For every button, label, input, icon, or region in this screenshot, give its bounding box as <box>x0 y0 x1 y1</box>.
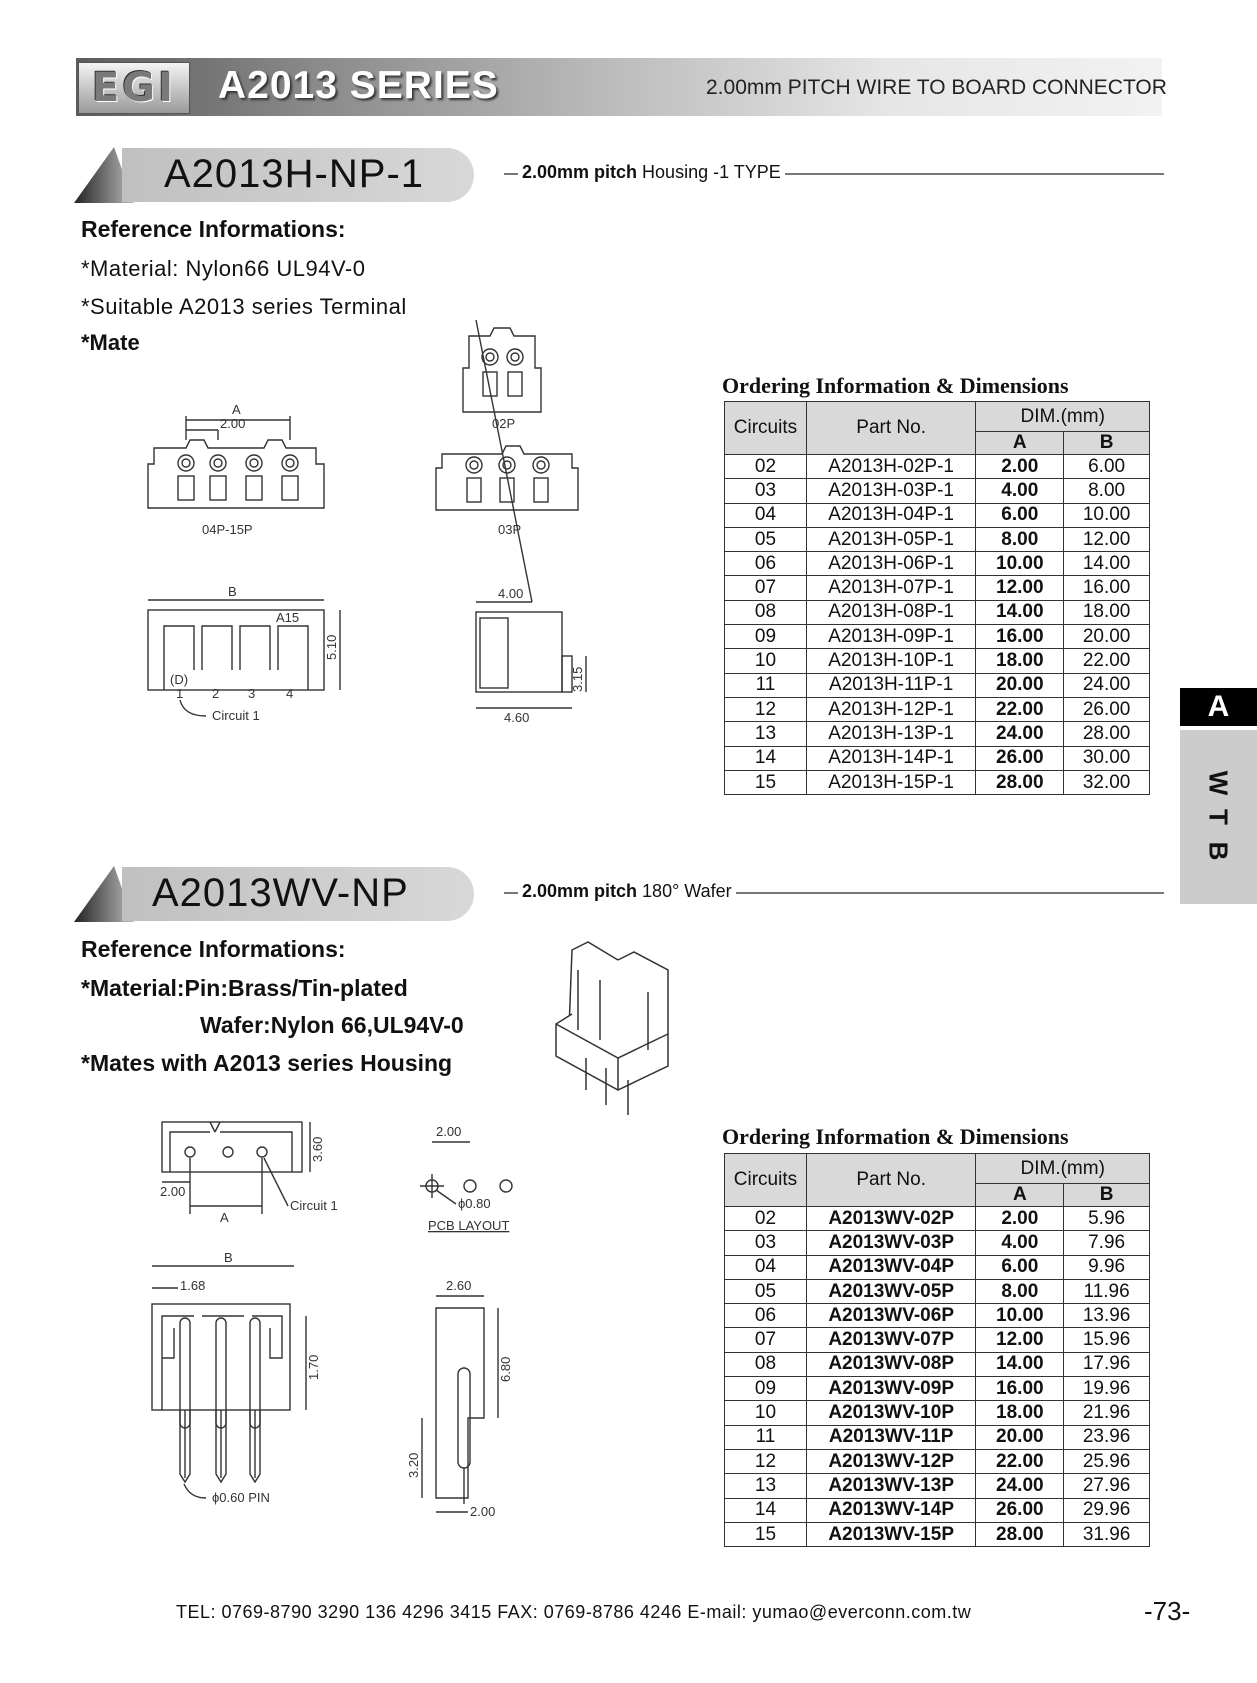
section2-ref-line: *Mates with A2013 series Housing <box>81 1050 453 1076</box>
col-dim: DIM.(mm) <box>976 1154 1150 1184</box>
wafer-front-view <box>152 1250 321 1505</box>
part-number-cell: A2013WV-07P <box>806 1328 976 1352</box>
dim-b-cell: 18.00 <box>1064 600 1150 624</box>
dim-b-cell: 24.00 <box>1064 673 1150 697</box>
label-260: 2.60 <box>446 1278 472 1293</box>
dim-b-cell: 11.96 <box>1064 1279 1150 1303</box>
section2-ref-line: Wafer:Nylon 66,UL94V-0 <box>200 1012 464 1038</box>
dim-b-cell: 5.96 <box>1064 1207 1150 1231</box>
col-circuits: Circuits <box>725 402 807 455</box>
dim-a-cell: 8.00 <box>976 527 1064 551</box>
circuits-cell: 11 <box>725 1425 807 1449</box>
circuits-cell: 09 <box>725 1377 807 1401</box>
dim-b-cell: 31.96 <box>1064 1522 1150 1546</box>
dim-b-cell: 10.00 <box>1064 503 1150 527</box>
part-number-cell: A2013WV-03P <box>806 1231 976 1255</box>
dim-b-cell: 26.00 <box>1064 697 1150 721</box>
part-number-cell: A2013WV-06P <box>806 1304 976 1328</box>
pin-number: 3 <box>248 686 256 701</box>
pin-number: 4 <box>286 686 294 701</box>
part-number-cell: A2013WV-13P <box>806 1474 976 1498</box>
section1-rule-label: 2.00mm pitch Housing -1 TYPE <box>518 162 785 183</box>
part-number-cell: A2013WV-08P <box>806 1352 976 1376</box>
table-row <box>725 722 1150 746</box>
table-row <box>725 673 1150 697</box>
col-dim: DIM.(mm) <box>976 402 1150 432</box>
table-row <box>725 1231 1150 1255</box>
label-03p: 03P <box>498 522 522 537</box>
circuits-cell: 10 <box>725 649 807 673</box>
company-logo: EGI <box>78 62 190 114</box>
circuits-cell: 12 <box>725 697 807 721</box>
series-title: A2013 SERIES <box>218 64 499 107</box>
table-row <box>725 503 1150 527</box>
table-row <box>725 697 1150 721</box>
dim-a-cell: 2.00 <box>976 455 1064 479</box>
wafer-drawing-set <box>140 1118 590 1538</box>
dim-b-cell: 22.00 <box>1064 649 1150 673</box>
dim-a-cell: 6.00 <box>976 503 1064 527</box>
dim-a-cell: 16.00 <box>976 1377 1064 1401</box>
part-number-cell: A2013WV-10P <box>806 1401 976 1425</box>
part-number-cell: A2013H-14P-1 <box>806 746 976 770</box>
side-tab-text: W T B <box>1203 770 1234 861</box>
page-number: -73- <box>1144 1596 1191 1626</box>
table-row <box>725 1474 1150 1498</box>
section1-mates: *Mates with A2013 series Wafer <box>81 330 406 355</box>
wafer-3d-illustration <box>548 940 688 1120</box>
label-360: 3.60 <box>310 1136 325 1162</box>
dim-b-cell: 30.00 <box>1064 746 1150 770</box>
part-number-cell: A2013H-11P-1 <box>806 673 976 697</box>
wafer-side-view <box>406 1278 513 1519</box>
dim-a-cell: 26.00 <box>976 746 1064 770</box>
dim-b-cell: 12.00 <box>1064 527 1150 551</box>
circuits-cell: 02 <box>725 1207 807 1231</box>
circuits-cell: 13 <box>725 722 807 746</box>
part-number-cell: A2013H-05P-1 <box>806 527 976 551</box>
part-number-cell: A2013WV-15P <box>806 1522 976 1546</box>
housing-drawing-set <box>140 320 640 780</box>
label-460: 4.60 <box>504 710 530 725</box>
pin-number: 1 <box>176 686 184 701</box>
pin-cavity <box>210 455 226 500</box>
dim-a-cell: 12.00 <box>976 576 1064 600</box>
dim-a-cell: 24.00 <box>976 1474 1064 1498</box>
table-row <box>725 479 1150 503</box>
label-a: A <box>220 1210 229 1225</box>
circuits-cell: 09 <box>725 625 807 649</box>
section1-order-table <box>724 401 1150 795</box>
circuits-cell: 11 <box>725 673 807 697</box>
dim-a-cell: 10.00 <box>976 1304 1064 1328</box>
table-row <box>725 1328 1150 1352</box>
label-680: 6.80 <box>498 1356 513 1382</box>
section1-title: A2013H-NP-1 <box>164 152 425 196</box>
dim-a-cell: 20.00 <box>976 1425 1064 1449</box>
col-part: Part No. <box>806 402 976 455</box>
table-row <box>725 1522 1150 1546</box>
label-315: 3.15 <box>570 666 585 692</box>
dim-a-cell: 12.00 <box>976 1328 1064 1352</box>
section2-ref-heading: Reference Informations: <box>81 936 346 962</box>
col-part: Part No. <box>806 1154 976 1207</box>
circuits-cell: 03 <box>725 1231 807 1255</box>
dim-b-cell: 9.96 <box>1064 1255 1150 1279</box>
col-b: B <box>1064 432 1150 455</box>
col-circuits: Circuits <box>725 1154 807 1207</box>
part-number-cell: A2013H-13P-1 <box>806 722 976 746</box>
dim-b-cell: 17.96 <box>1064 1352 1150 1376</box>
circuits-cell: 02 <box>725 455 807 479</box>
part-number-cell: A2013H-08P-1 <box>806 600 976 624</box>
housing-0415p <box>148 402 324 537</box>
part-number-cell: A2013WV-05P <box>806 1279 976 1303</box>
label-b: B <box>228 584 237 599</box>
part-number-cell: A2013WV-14P <box>806 1498 976 1522</box>
circuits-cell: 08 <box>725 600 807 624</box>
part-number-cell: A2013H-04P-1 <box>806 503 976 527</box>
table-row <box>725 1401 1150 1425</box>
label-0415p: 04P-15P <box>202 522 253 537</box>
circuits-cell: 05 <box>725 527 807 551</box>
footer-contact: TEL: 0769-8790 3290 136 4296 3415 FAX: 0769-8786 4246 E-mail: yumao@everconn.com.tw <box>176 1602 972 1622</box>
wafer-top-view <box>160 1122 338 1225</box>
housing-side-view <box>476 320 586 725</box>
dim-b-cell: 21.96 <box>1064 1401 1150 1425</box>
table-row <box>725 1279 1150 1303</box>
dim-a-cell: 8.00 <box>976 1279 1064 1303</box>
label-pcb: PCB LAYOUT <box>428 1218 510 1233</box>
table-row <box>725 1255 1150 1279</box>
dim-b-cell: 32.00 <box>1064 770 1150 794</box>
part-number-cell: A2013WV-11P <box>806 1425 976 1449</box>
circuits-cell: 14 <box>725 746 807 770</box>
pin-cavity <box>282 455 298 500</box>
circuits-cell: 04 <box>725 1255 807 1279</box>
part-number-cell: A2013H-06P-1 <box>806 552 976 576</box>
section2-title: A2013WV-NP <box>152 871 409 915</box>
label-pin: ϕ0.60 PIN <box>212 1490 270 1505</box>
circuits-cell: 06 <box>725 552 807 576</box>
part-number-cell: A2013H-09P-1 <box>806 625 976 649</box>
col-a: A <box>976 432 1064 455</box>
dim-a-cell: 22.00 <box>976 697 1064 721</box>
table-row <box>725 746 1150 770</box>
dim-b-cell: 13.96 <box>1064 1304 1150 1328</box>
housing-02p <box>463 328 541 431</box>
part-number-cell: A2013H-12P-1 <box>806 697 976 721</box>
label-pitch: 2.00 <box>436 1124 462 1139</box>
dim-b-cell: 23.96 <box>1064 1425 1150 1449</box>
circuits-cell: 15 <box>725 1522 807 1546</box>
table-row <box>725 576 1150 600</box>
dim-b-cell: 25.96 <box>1064 1449 1150 1473</box>
dim-b-cell: 16.00 <box>1064 576 1150 600</box>
housing-front-view <box>148 584 340 723</box>
dim-b-cell: 6.00 <box>1064 455 1150 479</box>
label-02p: 02P <box>492 416 516 431</box>
label-circuit: Circuit 1 <box>212 708 260 723</box>
dim-a-cell: 2.00 <box>976 1207 1064 1231</box>
table-row <box>725 527 1150 551</box>
header-subtitle: 2.00mm PITCH WIRE TO BOARD CONNECTOR <box>706 76 1167 99</box>
table-row <box>725 1377 1150 1401</box>
circuits-cell: 12 <box>725 1449 807 1473</box>
part-number-cell: A2013WV-12P <box>806 1449 976 1473</box>
circuits-cell: 05 <box>725 1279 807 1303</box>
part-number-cell: A2013H-02P-1 <box>806 455 976 479</box>
dim-a-cell: 22.00 <box>976 1449 1064 1473</box>
circuits-cell: 06 <box>725 1304 807 1328</box>
section1-ref-line: *Suitable A2013 series Terminal <box>81 294 407 319</box>
dim-b-cell: 20.00 <box>1064 625 1150 649</box>
pcb-layout <box>420 1124 512 1233</box>
dim-b-cell: 29.96 <box>1064 1498 1150 1522</box>
section1-ref-line: *Material: Nylon66 UL94V-0 <box>81 256 366 281</box>
dim-a-cell: 4.00 <box>976 479 1064 503</box>
table-row <box>725 1304 1150 1328</box>
section1-banner <box>74 147 474 203</box>
table-row <box>725 1352 1150 1376</box>
dim-a-cell: 26.00 <box>976 1498 1064 1522</box>
dim-a-cell: 4.00 <box>976 1231 1064 1255</box>
table-row <box>725 455 1150 479</box>
circuits-cell: 14 <box>725 1498 807 1522</box>
part-number-cell: A2013H-03P-1 <box>806 479 976 503</box>
pin-cavity <box>178 455 194 500</box>
col-b: B <box>1064 1184 1150 1207</box>
dim-b-cell: 8.00 <box>1064 479 1150 503</box>
dim-a-cell: 28.00 <box>976 1522 1064 1546</box>
side-tab-letter: A <box>1180 688 1257 726</box>
dim-a-cell: 18.00 <box>976 1401 1064 1425</box>
dim-a-cell: 20.00 <box>976 673 1064 697</box>
label-pitch: 2.00 <box>220 416 246 431</box>
part-number-cell: A2013WV-02P <box>806 1207 976 1231</box>
label-200b: 2.00 <box>470 1504 496 1519</box>
dim-b-cell: 28.00 <box>1064 722 1150 746</box>
pin-number: 2 <box>212 686 220 701</box>
section2-ref-line: *Material:Pin:Brass/Tin-plated <box>81 975 408 1001</box>
table-row <box>725 1498 1150 1522</box>
part-number-cell: A2013H-10P-1 <box>806 649 976 673</box>
col-a: A <box>976 1184 1064 1207</box>
circuits-cell: 10 <box>725 1401 807 1425</box>
part-number-cell: A2013H-07P-1 <box>806 576 976 600</box>
table-row <box>725 625 1150 649</box>
label-400: 4.00 <box>498 586 524 601</box>
table-row <box>725 770 1150 794</box>
section1-ref-heading: Reference Informations: <box>81 216 346 242</box>
dim-a-cell: 18.00 <box>976 649 1064 673</box>
dim-a-cell: 10.00 <box>976 552 1064 576</box>
part-number-cell: A2013WV-09P <box>806 1377 976 1401</box>
table-row <box>725 649 1150 673</box>
label-170: 1.70 <box>306 1354 321 1380</box>
dim-b-cell: 15.96 <box>1064 1328 1150 1352</box>
circuits-cell: 03 <box>725 479 807 503</box>
circuits-cell: 13 <box>725 1474 807 1498</box>
section1-table-heading: Ordering Information & Dimensions <box>722 373 1069 398</box>
section2-order-table <box>724 1153 1150 1547</box>
label-d: (D) <box>170 672 189 687</box>
label-510: 5.10 <box>324 634 339 660</box>
dim-b-cell: 19.96 <box>1064 1377 1150 1401</box>
dim-a-cell: 24.00 <box>976 722 1064 746</box>
table-row <box>725 1207 1150 1231</box>
label-a: A <box>232 402 241 417</box>
label-circuit: Circuit 1 <box>290 1198 338 1213</box>
table-row <box>725 1425 1150 1449</box>
circuits-cell: 07 <box>725 1328 807 1352</box>
label-hole: ϕ0.80 <box>458 1196 491 1211</box>
label-200: 2.00 <box>160 1184 186 1199</box>
dim-a-cell: 16.00 <box>976 625 1064 649</box>
dim-a-cell: 14.00 <box>976 1352 1064 1376</box>
dim-a-cell: 6.00 <box>976 1255 1064 1279</box>
section2-rule-label: 2.00mm pitch 180° Wafer <box>518 881 736 902</box>
section2-table-heading: Ordering Information & Dimensions <box>722 1124 1069 1149</box>
circuits-cell: 04 <box>725 503 807 527</box>
dim-a-cell: 28.00 <box>976 770 1064 794</box>
part-number-cell: A2013WV-04P <box>806 1255 976 1279</box>
label-a15: A15 <box>276 610 300 625</box>
table-row <box>725 600 1150 624</box>
dim-b-cell: 7.96 <box>1064 1231 1150 1255</box>
pin-cavity <box>246 455 262 500</box>
circuits-cell: 07 <box>725 576 807 600</box>
dim-b-cell: 27.96 <box>1064 1474 1150 1498</box>
part-number-cell: A2013H-15P-1 <box>806 770 976 794</box>
dim-a-cell: 14.00 <box>976 600 1064 624</box>
dim-b-cell: 14.00 <box>1064 552 1150 576</box>
circuits-cell: 08 <box>725 1352 807 1376</box>
table-row <box>725 552 1150 576</box>
label-168: 1.68 <box>180 1278 206 1293</box>
label-320: 3.20 <box>406 1452 421 1478</box>
label-b: B <box>224 1250 233 1265</box>
section2-banner <box>74 866 474 922</box>
table-row <box>725 1449 1150 1473</box>
circuits-cell: 15 <box>725 770 807 794</box>
housing-03p <box>436 446 578 537</box>
